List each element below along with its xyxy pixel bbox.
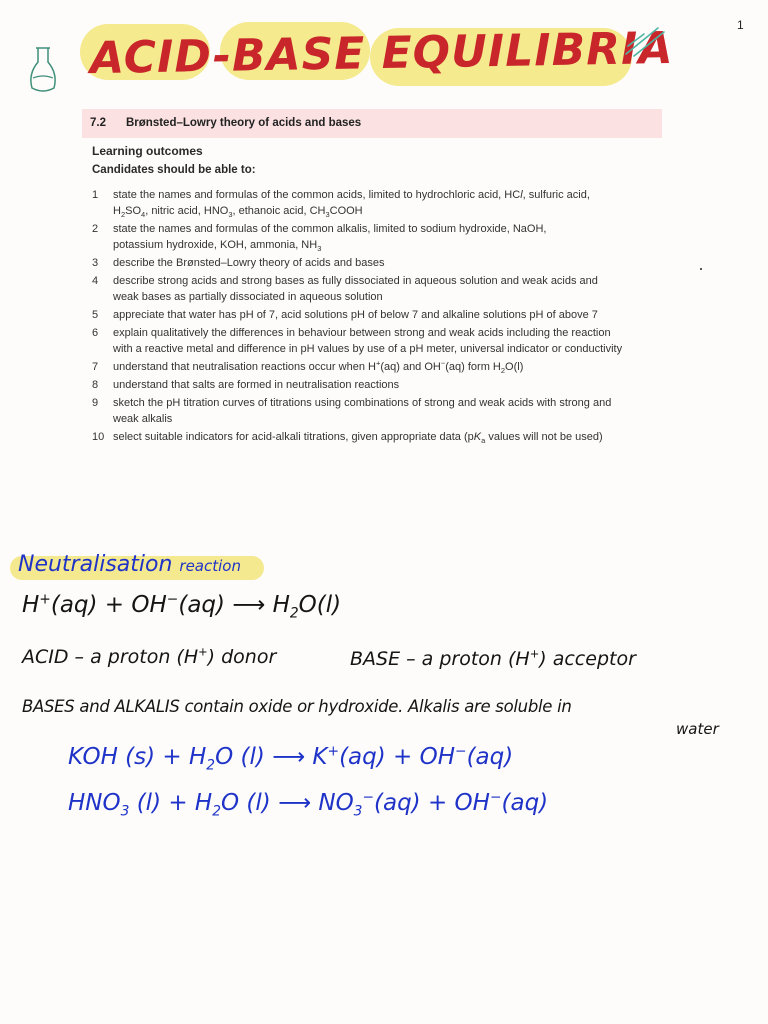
outcome-text: l	[520, 189, 523, 201]
bases-alkalis-note: BASES and ALKALIS contain oxide or hydroxide. Alkalis are soluble in	[22, 697, 572, 716]
outcome-text: understand that salts are formed in neutralisation reactions	[113, 379, 400, 391]
outcome-text: describe the Brønsted–Lowry theory of acids and bases	[113, 257, 385, 269]
outcome-text: , sulfuric acid,	[522, 189, 590, 201]
list-item	[92, 307, 664, 323]
eq-part: (aq) + OH	[374, 790, 490, 816]
outcome-number: 10	[92, 431, 105, 443]
double-slash-icon	[620, 20, 666, 60]
equation-koh	[68, 743, 514, 774]
superscript: −	[440, 358, 446, 368]
outcome-list	[92, 187, 664, 447]
list-item	[92, 377, 664, 393]
superscript: +	[198, 644, 208, 659]
list-item	[92, 429, 664, 445]
outcome-text: sketch the pH titration curves of titrations using combinations of strong and weak acids with strong and	[113, 397, 612, 409]
eq-part: (aq) ⟶ H	[178, 592, 290, 618]
section-title: Brønsted–Lowry theory of acids and bases	[126, 117, 362, 129]
def-part: BASE – a proton (H	[350, 648, 530, 670]
outcome-text: weak alkalis	[113, 413, 173, 425]
def-part: ACID – a proton (H	[22, 646, 199, 668]
list-item	[92, 273, 664, 305]
acid-definition	[22, 646, 276, 668]
outcome-text: state the names and formulas of the common alkalis, limited to sodium hydroxide, NaOH,	[113, 223, 547, 235]
list-item	[92, 325, 664, 357]
title-text: ACID-BASE EQUILIBRIA	[89, 22, 674, 85]
list-item	[92, 255, 664, 271]
outcome-text: explain qualitatively the differences in behaviour between strong and weak acids including the reaction	[113, 327, 611, 339]
outcome-text: COOH	[329, 205, 363, 217]
eq-part: O(l)	[298, 592, 342, 618]
superscript: +	[39, 591, 51, 608]
outcome-number: 9	[92, 397, 99, 409]
flask-icon	[26, 44, 60, 96]
outcome-text: (aq) and OH	[380, 361, 441, 373]
outcome-text: , ethanoic acid, CH	[232, 205, 326, 217]
subscript: 3	[228, 210, 233, 220]
outcome-number: 3	[92, 257, 99, 269]
outcome-text: O(l)	[505, 361, 524, 373]
superscript: +	[529, 646, 540, 661]
learning-outcomes-intro: Candidates should be able to:	[92, 164, 256, 176]
outcome-number: 7	[92, 361, 99, 373]
superscript: −	[166, 591, 179, 608]
outcome-number: 2	[92, 223, 99, 235]
subscript: 2	[289, 605, 299, 622]
list-item	[92, 221, 664, 253]
notes-heading-text	[18, 552, 241, 577]
subscript: 3	[120, 803, 130, 820]
section-number: 7.2	[90, 117, 106, 129]
superscript: −	[362, 789, 375, 806]
outcome-text: select suitable indicators for acid-alkali titrations, given appropriate data (p	[113, 431, 474, 443]
outcome-text: (aq) form H	[445, 361, 501, 373]
equation-neutralisation	[22, 591, 342, 622]
outcome-text: SO	[125, 205, 142, 217]
outcome-number: 4	[92, 275, 99, 287]
outcome-number: 5	[92, 309, 99, 321]
outcome-text: potassium hydroxide, KOH, ammonia, NH	[113, 239, 318, 251]
eq-part: O (l) ⟶ K	[215, 744, 328, 770]
outcome-text: K	[473, 431, 482, 443]
eq-part: O (l) ⟶ NO	[221, 790, 354, 816]
eq-part: (l) + H	[129, 790, 213, 816]
list-item	[92, 187, 664, 219]
outcome-text: values will not be used)	[485, 431, 603, 443]
subscript: 2	[206, 757, 216, 774]
equation-hno3	[68, 789, 549, 820]
eq-part: (aq) + OH	[50, 592, 167, 618]
subscript: 3	[317, 244, 322, 254]
subscript: 3	[353, 803, 363, 820]
superscript: +	[327, 743, 340, 760]
page-number: 1	[737, 18, 744, 32]
notes-heading	[10, 550, 264, 584]
outcome-text: with a reactive metal and difference in pH values by use of a pH meter, universal indicator or conductivity	[113, 343, 623, 355]
eq-part: H	[22, 592, 40, 618]
subscript: 3	[325, 210, 330, 220]
superscript: −	[455, 743, 467, 760]
outcome-number: 6	[92, 327, 99, 339]
water-note: water	[676, 720, 719, 738]
eq-part: (aq)	[466, 744, 514, 770]
learning-outcomes-title: Learning outcomes	[92, 144, 203, 158]
superscript: +	[375, 358, 381, 368]
subscript: a	[481, 436, 486, 446]
outcome-text: weak bases as partially dissociated in aqueous solution	[113, 291, 383, 303]
list-item	[92, 359, 664, 375]
heading-word: Neutralisation	[18, 552, 173, 577]
eq-part: (aq)	[501, 790, 549, 816]
subscript: 4	[141, 210, 146, 220]
outcome-text: describe strong acids and strong bases as fully dissociated in aqueous solution and weak acids and	[113, 275, 598, 287]
eq-part: HNO	[68, 790, 121, 816]
ink-dot	[700, 268, 702, 270]
section-header	[82, 109, 662, 138]
outcome-text: , nitric acid, HNO	[145, 205, 229, 217]
superscript: −	[489, 789, 502, 806]
subscript: 2	[120, 210, 126, 220]
def-part: ) donor	[207, 646, 277, 668]
page-title	[70, 14, 674, 94]
outcome-number: 1	[92, 189, 99, 201]
eq-part: (aq) + OH	[339, 744, 456, 770]
base-definition	[350, 648, 636, 670]
list-item	[92, 395, 664, 427]
outcome-text: state the names and formulas of the common acids, limited to hydrochloric acid, HC	[113, 189, 521, 201]
subscript: 2	[212, 803, 222, 820]
outcome-text: understand that neutralisation reactions occur when H	[113, 361, 376, 373]
outcome-number: 8	[92, 379, 99, 391]
def-part: ) acceptor	[539, 648, 636, 670]
outcome-text: H	[113, 205, 121, 217]
subscript: 2	[500, 366, 506, 376]
heading-subword: reaction	[179, 557, 241, 575]
eq-part: KOH (s) + H	[68, 744, 207, 770]
outcome-text: appreciate that water has pH of 7, acid solutions pH of below 7 and alkaline solutions pH of above 7	[113, 309, 598, 321]
